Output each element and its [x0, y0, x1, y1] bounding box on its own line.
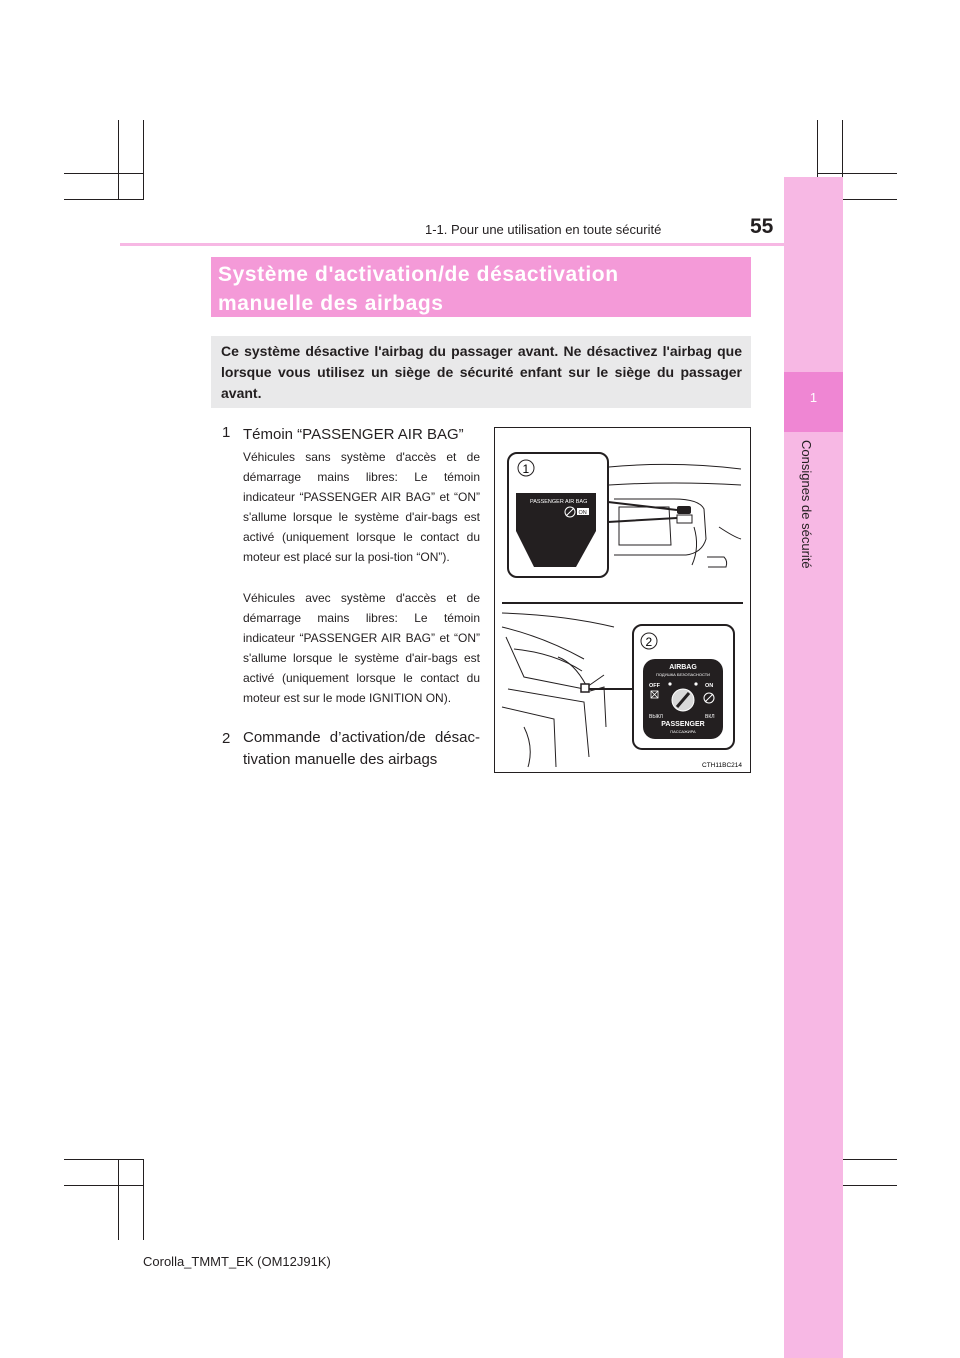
item-number: 2	[222, 730, 231, 747]
crop-mark	[143, 1160, 144, 1240]
header-rule	[120, 243, 842, 246]
indicator-on: ON	[578, 510, 587, 516]
page-title-line1: Système d'activation/de désactivation	[218, 263, 619, 286]
switch-off-label: OFF	[649, 683, 660, 689]
switch-off-ru: ВЫКЛ	[649, 714, 663, 720]
callout-2: 2	[645, 635, 653, 649]
intro-text: Ce système désactive l'airbag du passager avant. Ne désactivez l'airbag que lorsque vous utilisez un siège de sécurité enfant sur le siège du passager avant.	[221, 343, 742, 401]
item-number: 1	[222, 424, 231, 441]
item-title: Témoin “PASSENGER AIR BAG”	[243, 426, 464, 443]
chapter-title	[800, 440, 820, 610]
switch-bottom-label: PASSENGER	[661, 721, 705, 728]
figure-code: CTH11BC214	[702, 762, 742, 769]
item-paragraph: Véhicules sans système d'accès et de démarrage mains libres: Le témoin indicateur “PASSENGER AIR BAG” et “ON” s'allume lorsque le système d'air-bags est activé (uniquement lorsque le contact du moteur est placé sur la posi-tion “ON”).	[243, 450, 480, 564]
switch-on-ru: ВКЛ	[705, 714, 715, 720]
switch-bottom-ru: ПАССАЖИРА	[670, 729, 696, 734]
crop-mark	[64, 199, 144, 200]
chapter-title-text: Consignes de sécurité	[799, 440, 814, 569]
crop-mark	[64, 173, 144, 174]
indicator-label: PASSENGER AIR BAG	[530, 499, 588, 505]
section-heading: 1-1. Pour une utilisation en toute sécurité	[425, 222, 662, 237]
page-title-line2: manuelle des airbags	[218, 292, 444, 315]
crop-mark	[64, 1159, 144, 1160]
page-title	[218, 260, 738, 318]
crop-mark	[118, 1160, 119, 1240]
crop-mark	[118, 120, 119, 200]
crop-mark	[817, 173, 897, 174]
crop-mark	[64, 1185, 144, 1186]
chapter-number: 1	[809, 390, 818, 405]
page-number: 55	[750, 215, 774, 238]
crop-mark	[143, 120, 144, 200]
item-title: Commande d’activation/de désac-tivation manuelle des airbags	[243, 729, 480, 768]
airbag-figure	[494, 427, 751, 773]
chapter-sidebar	[784, 177, 843, 1358]
item-paragraph: Véhicules avec système d'accès et de démarrage mains libres: Le témoin indicateur “PASSENGER AIR BAG” et “ON” s'allume lorsque le système d'air-bags est activé (uniquement lorsque le contact du moteur est sur le mode IGNITION ON).	[243, 591, 480, 705]
footer-text: Corolla_TMMT_EK (OM12J91K)	[143, 1254, 331, 1269]
switch-top-label: AIRBAG	[669, 664, 697, 671]
switch-on-label: ON	[705, 683, 714, 689]
switch-top-ru: ПОДУШКА БЕЗОПАСНОСТИ	[655, 672, 711, 677]
callout-1: 1	[522, 462, 530, 476]
